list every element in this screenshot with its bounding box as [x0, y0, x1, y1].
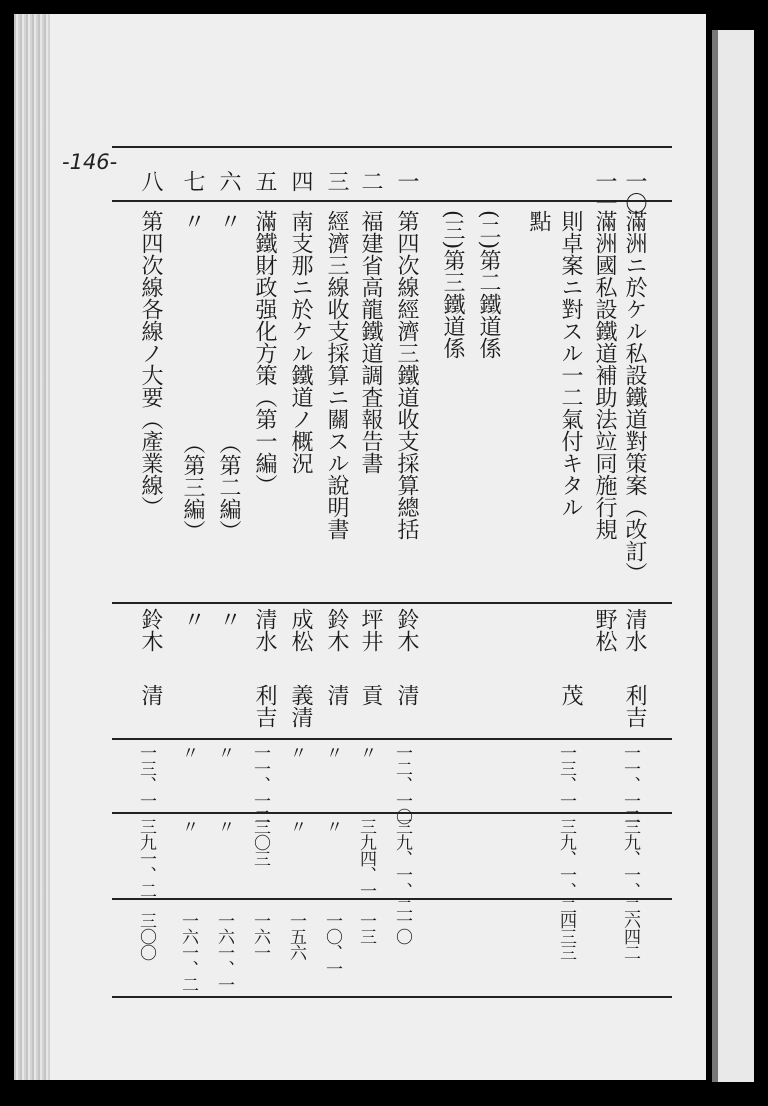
entry-title: (三)第三鐵道係 — [440, 210, 465, 360]
entry-title-sub: （第二編） — [216, 432, 241, 542]
entry-code: 三九、一、二 — [556, 818, 576, 914]
entry-title: 第四次線各線ノ大要（產業線） — [138, 210, 163, 518]
entry-title: 〃 — [216, 210, 241, 232]
entry-title: 〃 — [180, 210, 205, 232]
entry-code: 三九、一、二 — [620, 818, 640, 914]
entry-number: 三 — [324, 170, 349, 192]
entry-date: 〃 — [356, 744, 376, 760]
entry-pages: 三〇〇 — [136, 912, 156, 960]
entry-author: 野松 — [592, 608, 617, 652]
rule-date — [112, 738, 672, 740]
entry-number: 一一 — [592, 170, 617, 214]
entry-pages: 一三 — [356, 912, 376, 944]
entry-date: 〃 — [286, 744, 306, 760]
entry-code: 三〇三 — [250, 818, 270, 866]
entry-author-given: 貢 — [358, 684, 383, 706]
entry-date: 〃 — [322, 744, 342, 760]
entry-title-sub: （第三編） — [180, 432, 205, 542]
entry-author-given: 利吉 — [252, 684, 277, 728]
entry-author: 坪井 — [358, 608, 383, 652]
entry-number: 八 — [138, 170, 163, 192]
entry-author-given: 茂 — [558, 684, 583, 706]
entry-pages: 一六一、一 — [214, 912, 234, 992]
entry-pages: 六四二 — [620, 912, 640, 960]
entry-number: 六 — [216, 170, 241, 192]
entry-code: 三九一、二 — [136, 818, 156, 898]
entry-number: 一〇 — [622, 170, 647, 214]
entry-title: 則卓案ニ對スル一二氣付キタル — [558, 210, 583, 518]
entry-date: 一一、一二 — [250, 744, 270, 824]
entry-author-given: 清 — [138, 684, 163, 706]
entry-title: 第四次線經濟三鐵道收支採算總括 — [394, 210, 419, 540]
entry-author: 鈴木 — [324, 608, 349, 652]
rule-header — [112, 200, 672, 202]
entry-title: 滿洲ニ於ケル私設鐵道對策案（改訂） — [622, 210, 647, 584]
entry-author: 成松 — [288, 608, 313, 652]
entry-code: 〃 — [214, 818, 234, 834]
entry-number: 四 — [288, 170, 313, 192]
entry-number: 五 — [252, 170, 277, 192]
rule-top — [112, 146, 672, 148]
entry-author-given: 清 — [324, 684, 349, 706]
entry-author: 清水 — [252, 608, 277, 652]
entry-title: 滿鐵財政强化方策（第一編） — [252, 210, 277, 496]
entry-code: 〃 — [322, 818, 342, 834]
entry-date: 〃 — [214, 744, 234, 760]
entry-code: 三九、一、二 — [392, 818, 412, 914]
entry-author: 鈴木 — [138, 608, 163, 652]
entry-date: 一二、一〇 — [392, 744, 412, 824]
entry-pages: 一〇、一 — [322, 912, 342, 976]
entry-date: 一一、一二 — [620, 744, 640, 824]
entry-title: 南支那ニ於ケル鐵道ノ概況 — [288, 210, 313, 474]
entry-code: 〃 — [178, 818, 198, 834]
entry-title: (二)第二鐵道係 — [476, 210, 501, 360]
entry-code: 〃 — [286, 818, 306, 834]
entry-pages: 四三三 — [556, 912, 576, 960]
rule-bottom — [112, 996, 672, 998]
entry-number: 七 — [180, 170, 205, 192]
entry-pages: 一六一 — [250, 912, 270, 960]
entry-code: 三九四、一 — [356, 818, 376, 898]
entry-pages: 一五六 — [286, 912, 306, 960]
entry-author: 清水 — [622, 608, 647, 652]
rule-author — [112, 602, 672, 604]
entry-author: 〃 — [216, 608, 241, 630]
entry-author: 〃 — [180, 608, 205, 630]
book-binding — [14, 14, 50, 1080]
entry-author: 鈴木 — [394, 608, 419, 652]
entry-pages: 一六一、二 — [178, 912, 198, 992]
entry-pages: 一〇 — [392, 912, 412, 944]
entry-number: 一 — [394, 170, 419, 192]
entry-author-given: 利吉 — [622, 684, 647, 728]
entry-author-given: 義清 — [288, 684, 313, 728]
entry-date: 〃 — [178, 744, 198, 760]
entry-title: 點 — [526, 210, 551, 232]
entry-author-given: 清 — [394, 684, 419, 706]
page-number: -146- — [62, 150, 118, 174]
entry-date: 一三、一 — [136, 744, 156, 808]
entry-title: 福建省高龍鐵道調査報告書 — [358, 210, 383, 474]
facing-page-edge — [712, 30, 754, 1082]
entry-date: 一三、一 — [556, 744, 576, 808]
entry-title: 經濟三線收支採算ニ關スル說明書 — [324, 210, 349, 540]
entry-number: 二 — [358, 170, 383, 192]
entry-title: 滿洲國私設鐵道補助法竝同施行規 — [592, 210, 617, 540]
